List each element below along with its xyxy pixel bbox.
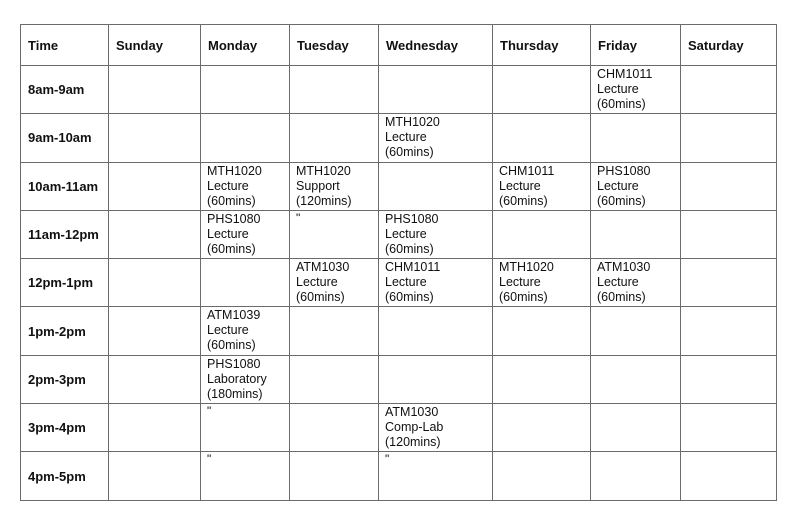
session-duration: (60mins) [207,241,256,256]
session-type: Laboratory [207,371,267,386]
session-type: Lecture [499,178,541,193]
ditto-mark: " [207,452,212,467]
schedule-cell-friday [591,114,681,162]
schedule-cell-monday [201,307,290,355]
schedule-cell-saturday [681,162,777,210]
schedule-cell-saturday [681,307,777,355]
schedule-cell-monday [201,162,290,210]
timetable-row [21,355,777,403]
time-slot-label: 12pm-1pm [21,259,109,307]
timetable-body [21,66,777,501]
time-slot-label: 3pm-4pm [21,404,109,452]
course-code: MTH1020 [207,163,262,178]
schedule-cell-thursday [493,355,591,403]
session-duration: (60mins) [385,290,434,305]
schedule-cell-tuesday [290,355,379,403]
session-type: Comp-Lab [385,420,444,435]
timetable-header [21,25,777,66]
timetable-row [21,259,777,307]
schedule-cell-wednesday [379,259,493,307]
schedule-cell-thursday [493,404,591,452]
schedule-cell-sunday [109,114,201,162]
schedule-cell-wednesday [379,404,493,452]
schedule-cell-saturday [681,259,777,307]
session-type: Lecture [597,178,639,193]
session-duration: (60mins) [499,193,548,208]
session-type: Lecture [385,226,427,241]
time-slot-label: 4pm-5pm [21,452,109,500]
course-code: MTH1020 [296,163,351,178]
schedule-cell-monday [201,66,290,114]
course-code: CHM1011 [499,163,555,178]
schedule-cell-wednesday [379,114,493,162]
schedule-cell-tuesday [290,259,379,307]
timetable-row [21,66,777,114]
timetable-row [21,162,777,210]
schedule-cell-saturday [681,210,777,258]
timetable [20,24,777,501]
course-code: ATM1030 [385,405,439,420]
schedule-cell-friday [591,452,681,500]
schedule-cell-friday [591,162,681,210]
course-code: MTH1020 [499,260,554,275]
schedule-cell-tuesday [290,452,379,500]
schedule-cell-tuesday [290,307,379,355]
schedule-cell-sunday [109,355,201,403]
session-duration: (60mins) [207,338,256,353]
schedule-cell-thursday [493,162,591,210]
course-code: ATM1039 [207,308,261,323]
header-row [21,25,777,66]
schedule-cell-sunday [109,404,201,452]
schedule-cell-thursday [493,114,591,162]
column-header-tuesday: Tuesday [290,25,379,66]
column-header-friday: Friday [591,25,681,66]
schedule-cell-sunday [109,66,201,114]
schedule-cell-monday [201,355,290,403]
column-header-monday: Monday [201,25,290,66]
timetable-row [21,452,777,500]
schedule-cell-monday [201,404,290,452]
schedule-cell-friday [591,259,681,307]
schedule-cell-wednesday [379,210,493,258]
column-header-wednesday: Wednesday [379,25,493,66]
session-duration: (60mins) [296,290,345,305]
session-duration: (60mins) [385,241,434,256]
session-type: Lecture [296,275,338,290]
timetable-row [21,404,777,452]
time-slot-label: 9am-10am [21,114,109,162]
course-code: CHM1011 [597,67,653,81]
schedule-cell-monday [201,259,290,307]
session-type: Lecture [207,323,249,338]
timetable-row [21,114,777,162]
session-type: Lecture [499,275,541,290]
session-type: Support [296,178,340,193]
session-duration: (120mins) [296,193,352,208]
schedule-cell-wednesday [379,162,493,210]
column-header-time: Time [21,25,109,66]
schedule-cell-monday [201,114,290,162]
course-code: PHS1080 [207,211,261,226]
ditto-mark: " [207,404,212,419]
schedule-cell-sunday [109,210,201,258]
schedule-cell-friday [591,307,681,355]
schedule-cell-thursday [493,66,591,114]
time-slot-label: 2pm-3pm [21,355,109,403]
schedule-cell-sunday [109,452,201,500]
schedule-cell-wednesday [379,307,493,355]
session-type: Lecture [597,275,639,290]
schedule-cell-tuesday [290,162,379,210]
session-duration: (60mins) [207,193,256,208]
schedule-cell-wednesday [379,452,493,500]
schedule-cell-sunday [109,307,201,355]
column-header-thursday: Thursday [493,25,591,66]
schedule-cell-monday [201,210,290,258]
course-code: PHS1080 [207,356,261,371]
session-type: Lecture [207,178,249,193]
schedule-cell-tuesday [290,114,379,162]
time-slot-label: 11am-12pm [21,210,109,258]
timetable-row [21,307,777,355]
session-type: Lecture [207,226,249,241]
session-type: Lecture [597,82,639,96]
session-duration: (120mins) [385,435,441,450]
session-duration: (60mins) [597,193,646,208]
time-slot-label: 10am-11am [21,162,109,210]
schedule-cell-tuesday [290,210,379,258]
course-code: CHM1011 [385,260,441,275]
course-code: MTH1020 [385,115,440,130]
session-type: Lecture [385,275,427,290]
session-duration: (180mins) [207,386,263,401]
session-duration: (60mins) [499,290,548,305]
schedule-cell-wednesday [379,66,493,114]
time-slot-label: 1pm-2pm [21,307,109,355]
schedule-cell-monday [201,452,290,500]
schedule-cell-friday [591,210,681,258]
time-slot-label: 8am-9am [21,66,109,114]
session-type: Lecture [385,130,427,145]
schedule-cell-tuesday [290,66,379,114]
ditto-mark: " [296,210,301,225]
schedule-cell-thursday [493,452,591,500]
session-duration: (60mins) [597,97,646,111]
timetable-row [21,210,777,258]
course-code: PHS1080 [385,211,439,226]
course-code: ATM1030 [597,260,651,275]
course-code: ATM1030 [296,260,350,275]
column-header-sunday: Sunday [109,25,201,66]
schedule-cell-friday [591,355,681,403]
schedule-cell-friday [591,404,681,452]
schedule-cell-tuesday [290,404,379,452]
schedule-cell-saturday [681,404,777,452]
column-header-saturday: Saturday [681,25,777,66]
schedule-cell-saturday [681,452,777,500]
session-duration: (60mins) [385,145,434,160]
schedule-cell-sunday [109,162,201,210]
course-code: PHS1080 [597,163,651,178]
schedule-cell-wednesday [379,355,493,403]
schedule-cell-saturday [681,355,777,403]
ditto-mark: " [385,452,390,467]
schedule-cell-friday [591,66,681,114]
session-duration: (60mins) [597,290,646,305]
schedule-cell-thursday [493,259,591,307]
schedule-cell-saturday [681,66,777,114]
schedule-cell-thursday [493,307,591,355]
schedule-cell-saturday [681,114,777,162]
schedule-cell-thursday [493,210,591,258]
schedule-cell-sunday [109,259,201,307]
